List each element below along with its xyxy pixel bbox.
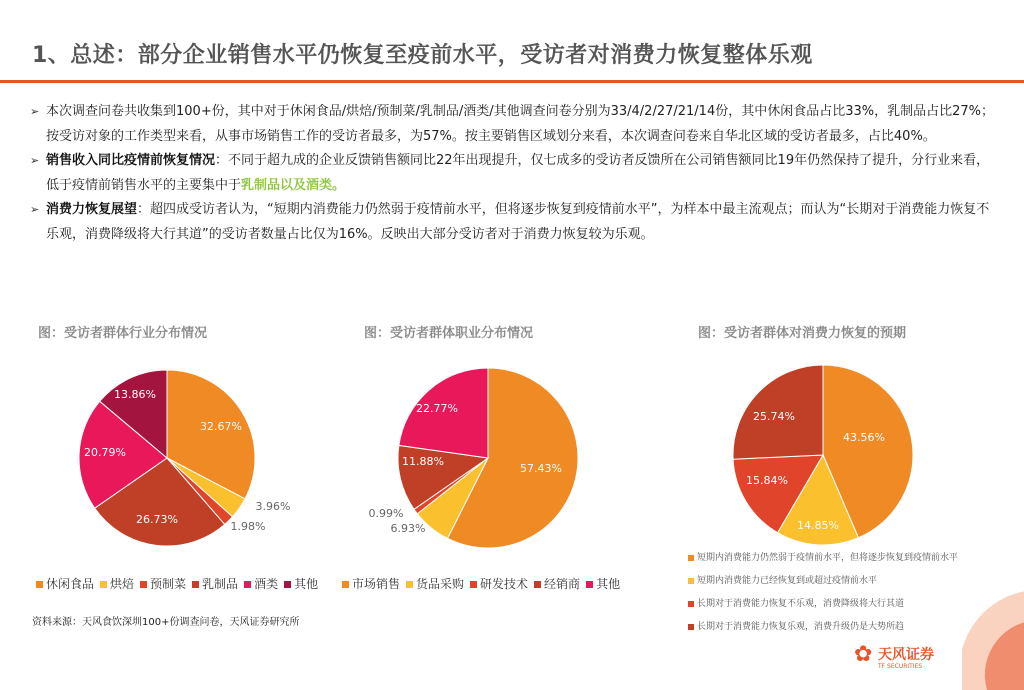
legend-expectation bbox=[688, 552, 988, 644]
data-label: 15.84% bbox=[746, 474, 788, 487]
bullet-highlight: 乳制品以及酒类。 bbox=[241, 177, 346, 193]
arrow-bullet-icon: ➢ bbox=[30, 203, 40, 216]
brand-logo bbox=[854, 640, 954, 676]
legend-item bbox=[284, 575, 318, 592]
legend-label: 研发技术 bbox=[480, 577, 529, 591]
legend-item bbox=[244, 575, 278, 592]
legend-swatch bbox=[140, 581, 147, 588]
legend-swatch bbox=[470, 581, 477, 588]
bullet-text: ：超四成受访者认为，“短期内消费能力仍然弱于疫情前水平，但将逐步恢复到疫情前水平”，为样本中最主流观点；而认为“长期对于消费能力恢复不乐观，消费降级将大行其道”的受访者数量占比仅为16%。反映出大部分受访者对于消费力恢复较为乐观。 bbox=[46, 202, 990, 242]
legend-item bbox=[192, 575, 238, 592]
legend-label: 长期对于消费能力恢复乐观，消费升级仍是大势所趋 bbox=[697, 622, 905, 632]
legend-item bbox=[688, 621, 988, 633]
legend-item bbox=[586, 575, 620, 592]
legend-swatch bbox=[586, 581, 593, 588]
data-label: 11.88% bbox=[402, 455, 444, 468]
legend-item bbox=[406, 575, 464, 592]
legend-swatch bbox=[244, 581, 251, 588]
legend-label: 货品采购 bbox=[416, 577, 465, 591]
chart-title-occupation: 图：受访者群体职业分布情况 bbox=[364, 326, 534, 341]
data-label: 6.93% bbox=[390, 522, 426, 535]
data-label: 25.74% bbox=[753, 410, 795, 423]
legend-label: 长期对于消费能力恢复不乐观，消费降级将大行其道 bbox=[697, 599, 905, 609]
legend-label: 其他 bbox=[294, 577, 319, 591]
legend-item bbox=[470, 575, 528, 592]
legend-swatch bbox=[688, 601, 694, 607]
data-label: 22.77% bbox=[416, 402, 458, 415]
legend-swatch bbox=[192, 581, 199, 588]
legend-swatch bbox=[688, 624, 694, 630]
legend-item bbox=[688, 575, 988, 587]
legend-label: 经销商 bbox=[544, 577, 581, 591]
chart-title-expectation: 图：受访者群体对消费力恢复的预期 bbox=[698, 326, 907, 341]
corner-decoration bbox=[962, 590, 1024, 690]
legend-label: 其他 bbox=[596, 577, 621, 591]
legend-occupation bbox=[342, 575, 626, 592]
data-label: 3.96% bbox=[255, 500, 291, 513]
legend-item bbox=[688, 552, 988, 564]
legend-swatch bbox=[406, 581, 413, 588]
legend-item bbox=[534, 575, 580, 592]
legend-label: 市场销售 bbox=[352, 577, 401, 591]
legend-swatch bbox=[284, 581, 291, 588]
legend-item bbox=[342, 575, 400, 592]
legend-item bbox=[140, 575, 186, 592]
legend-item bbox=[100, 575, 134, 592]
data-label: 0.99% bbox=[368, 507, 404, 520]
bullet-text: ：不同于超九成的企业反馈销售额同比22年出现提升，仅七成多的受访者反馈所在公司销售额同比19年仍然保持了提升，分行业来看，低于疫情前销售水平的主要集中于 bbox=[46, 153, 990, 193]
data-label: 57.43% bbox=[520, 462, 562, 475]
arrow-bullet-icon: ➢ bbox=[30, 105, 40, 118]
legend-label: 预制菜 bbox=[150, 577, 187, 591]
logo-name: 天风证券 bbox=[878, 647, 934, 663]
chart-title-industry: 图：受访者群体行业分布情况 bbox=[38, 326, 208, 341]
data-label: 26.73% bbox=[136, 513, 178, 526]
legend-label: 短期内消费能力已经恢复到或超过疫情前水平 bbox=[697, 576, 878, 586]
legend-label: 短期内消费能力仍然弱于疫情前水平，但将逐步恢复到疫情前水平 bbox=[697, 553, 959, 563]
legend-label: 酒类 bbox=[254, 577, 279, 591]
bullet-heading: 消费力恢复展望 bbox=[46, 202, 138, 217]
source-note: 资料来源：天风食饮深圳100+份调查问卷，天风证券研究所 bbox=[32, 617, 300, 628]
data-label: 43.56% bbox=[843, 431, 885, 444]
legend-swatch bbox=[36, 581, 43, 588]
legend-label: 乳制品 bbox=[202, 577, 239, 591]
arrow-bullet-icon: ➢ bbox=[30, 154, 40, 167]
data-label: 14.85% bbox=[797, 519, 839, 532]
legend-swatch bbox=[688, 578, 694, 584]
data-label: 32.67% bbox=[200, 420, 242, 433]
bullet-heading: 销售收入同比疫情前恢复情况 bbox=[46, 153, 216, 168]
legend-swatch bbox=[688, 555, 694, 561]
legend-label: 休闲食品 bbox=[46, 577, 95, 591]
page-title: 1、总述：部分企业销售水平仍恢复至疫前水平，受访者对消费力恢复整体乐观 bbox=[32, 43, 813, 68]
bullet-text: 本次调查问卷共收集到100+份，其中对于休闲食品/烘焙/预制菜/乳制品/酒类/其他调查问卷分别为33/4/2/27/21/14份，其中休闲食品占比33%，乳制品占比27%；按受访对象的工作类型来看，从事市场销售工作的受访者最多，为57%。按主要销售区域划分来看，本次调查问卷来自华北区域的受访者最多，占比40%。 bbox=[46, 104, 995, 144]
data-label: 20.79% bbox=[84, 446, 126, 459]
legend-industry bbox=[36, 575, 324, 592]
legend-item bbox=[36, 575, 94, 592]
data-label: 13.86% bbox=[114, 388, 156, 401]
logo-flower-icon: ✿ bbox=[854, 642, 873, 667]
legend-swatch bbox=[534, 581, 541, 588]
legend-swatch bbox=[342, 581, 349, 588]
data-label: 1.98% bbox=[230, 520, 266, 533]
logo-tagline: TF SECURITIES bbox=[878, 663, 923, 670]
legend-swatch bbox=[100, 581, 107, 588]
legend-label: 烘焙 bbox=[110, 577, 135, 591]
legend-item bbox=[688, 598, 988, 610]
